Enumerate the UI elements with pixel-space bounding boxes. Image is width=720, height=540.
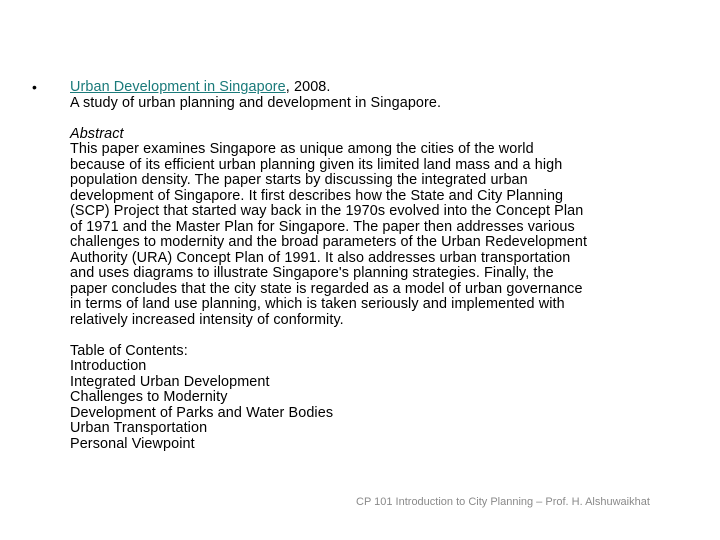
paper-title-link[interactable]: Urban Development in Singapore [70,79,286,95]
abstract-heading: Abstract [70,125,124,142]
toc-item: Urban Transportation [70,420,208,436]
entry-content [70,80,690,452]
abstract-line: paper concludes that the city state is regarded as a model of urban governance [70,280,583,297]
paper-subtitle: A study of urban planning and development in Singapore. [70,94,442,111]
toc-item: Development of Parks and Water Bodies [70,404,334,421]
spacer [70,111,690,127]
abstract-line: in terms of land use planning, which is taken seriously and implemented with [70,296,565,312]
abstract-line: relatively increased intensity of conformity. [70,311,344,328]
abstract-line: population density. The paper starts by discussing the integrated urban [70,172,528,188]
abstract-body [70,142,690,328]
slide-footer: CP 101 Introduction to City Planning – Prof. H. Alshuwaikhat [356,496,650,508]
entry-title-line [70,80,690,96]
abstract-line: development of Singapore. It first describes how the State and City Planning [70,187,564,204]
toc-item: Integrated Urban Development [70,373,270,390]
abstract-line: challenges to modernity and the broad parameters of the Urban Redevelopment [70,234,588,250]
abstract-line: of 1971 and the Master Plan for Singapore. The paper then addresses various [70,218,575,235]
bullet-marker: • [32,79,37,95]
spacer [70,328,690,344]
abstract-line: (SCP) Project that started way back in the 1970s evolved into the Concept Plan [70,203,584,219]
abstract-line: because of its efficient urban planning given its limited land mass and a high [70,156,563,173]
abstract-line: Authority (URA) Concept Plan of 1991. It also addresses urban transportation [70,249,571,266]
toc-heading: Table of Contents: [70,342,188,359]
toc-item: Personal Viewpoint [70,435,195,452]
abstract-line: and uses diagrams to illustrate Singapore's planning strategies. Finally, the [70,265,554,281]
toc-item: Introduction [70,358,147,374]
abstract-line: This paper examines Singapore as unique among the cities of the world [70,141,534,157]
toc-list [70,359,690,452]
toc-item: Challenges to Modernity [70,389,228,405]
paper-year: , 2008. [285,79,331,95]
